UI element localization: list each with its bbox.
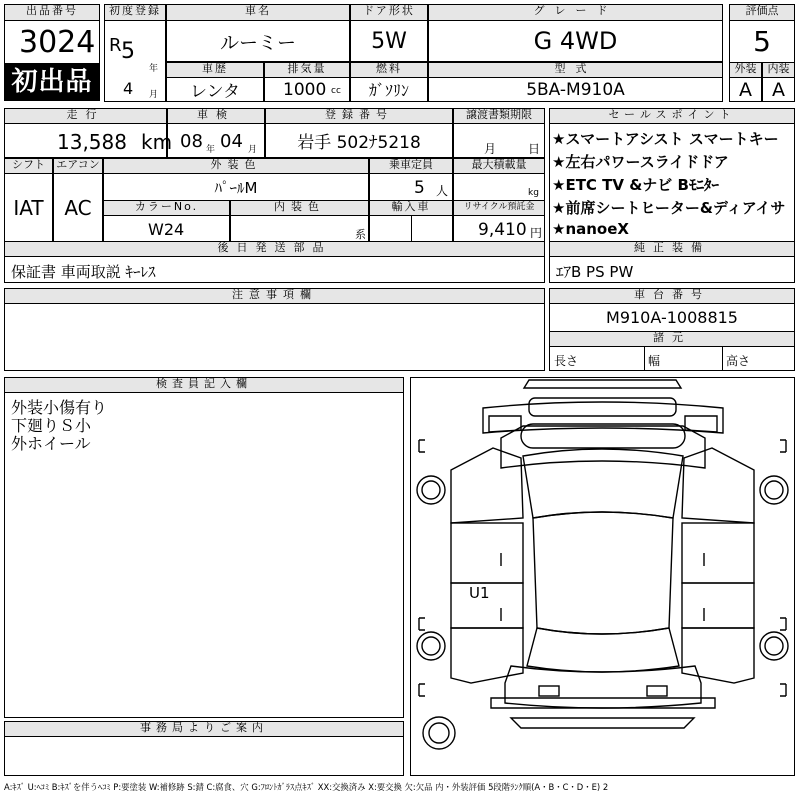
max-load-label: 最大積載量	[453, 158, 545, 174]
max-load-unit: kg	[528, 188, 539, 198]
lot-number-cell	[4, 20, 100, 64]
sales-points-box	[549, 123, 795, 242]
score: 5	[729, 20, 795, 63]
exterior-grade-label: 外装	[729, 62, 762, 78]
later-parts-cell	[4, 256, 545, 283]
later-parts-label: 後日発送部品	[4, 241, 545, 257]
transfer-deadline-cell	[453, 123, 545, 158]
interior-color-label: 内装色	[230, 200, 369, 216]
color-number-cell	[103, 215, 230, 242]
exterior-color-label: 外装色	[103, 158, 369, 174]
mileage-unit: km	[141, 130, 173, 154]
sales-point-1: ★スマートアシスト スマートキー	[552, 130, 779, 148]
import-cell	[369, 215, 453, 242]
interior-grade-label: 内装	[762, 62, 795, 78]
inspector-note-3: 外ホイール	[11, 434, 91, 453]
recycle-unit: 円	[530, 226, 543, 240]
specs-label: 諸元	[549, 331, 795, 347]
sales-point-2: ★左右パワースライドドア	[552, 153, 729, 171]
recycle-label: リサイクル預託金	[453, 200, 545, 216]
first-registration-year: 5	[121, 39, 135, 64]
mileage-label: 走行	[4, 108, 167, 124]
sales-point-4: ★前席シートヒーター&ディアイサ	[552, 199, 786, 217]
inspection-cell	[167, 123, 265, 158]
transfer-month-unit: 月	[484, 142, 497, 156]
shift: IAT	[4, 173, 53, 242]
later-parts: 保証書 車両取説 ｷｰﾚｽ	[11, 263, 156, 281]
displacement-cell	[264, 77, 350, 102]
sales-point-3: ★ETC TV &ナビ Bﾓﾆﾀｰ	[552, 176, 719, 194]
fuel-label: 燃料	[350, 62, 428, 78]
first-registration-cell	[104, 20, 166, 102]
caution-label: 注意事項欄	[4, 288, 545, 304]
max-load-cell	[453, 173, 545, 201]
capacity: 5	[414, 178, 425, 198]
office-label: 事務局よりご案内	[4, 721, 404, 737]
car-outline	[411, 378, 794, 775]
displacement-unit: cc	[331, 86, 341, 96]
car-diagram	[410, 377, 795, 776]
inspector-note-2: 下廻りＳ小	[11, 416, 92, 435]
capacity-cell	[369, 173, 453, 201]
inspector-label: 検査員記入欄	[4, 377, 404, 393]
grade: G 4WD	[428, 20, 723, 62]
office-box	[4, 736, 404, 776]
chassis-number: M910A-1008815	[549, 303, 795, 332]
score-label: 評価点	[729, 4, 795, 21]
year-unit: 年	[149, 64, 159, 74]
era-prefix: R	[109, 35, 122, 56]
width-label: 幅	[648, 354, 661, 368]
length-label: 長さ	[554, 354, 579, 368]
damage-mark-u1: U1	[469, 584, 490, 602]
lot-number-label: 出品番号	[4, 4, 100, 21]
first-listing-badge: 初出品	[4, 64, 100, 101]
fuel: ｶﾞｿﾘﾝ	[350, 77, 428, 102]
color-number: W24	[148, 220, 185, 239]
sales-points-label: セールスポイント	[549, 108, 795, 124]
inspection-label: 車検	[167, 108, 265, 124]
interior-color-unit: 系	[355, 228, 366, 241]
ac-label: エアコン	[53, 158, 103, 174]
month-unit: 月	[149, 90, 159, 100]
interior-color-cell	[230, 215, 369, 242]
transfer-deadline-label: 譲渡書類期限	[453, 108, 545, 124]
model-code: 5BA-M910A	[428, 77, 723, 102]
exterior-color: ﾊﾟｰﾙM	[103, 173, 369, 201]
history-label: 車歴	[166, 62, 264, 78]
first-registration-month: 4	[123, 79, 134, 98]
legend: A:ｷｽﾞ U:ﾍｺﾐ B:ｷｽﾞを伴うﾍｺﾐ P:要塗装 W:補修跡 S:錆 C:腐食、穴 G:ﾌﾛﾝﾄｶﾞﾗｽ点ｷｽﾞ XX:交換済み X:要交換 欠:欠品 内・外装評価 5段階ﾗﾝｸ順(A・B・C・D・E) 2	[4, 782, 609, 792]
inspection-year-unit: 年	[206, 145, 216, 155]
import-label: 輸入車	[369, 200, 453, 216]
history: レンタ	[166, 77, 264, 102]
inspection-month-unit: 月	[248, 145, 258, 155]
registration-label: 登録番号	[265, 108, 453, 124]
car-name: ルーミー	[166, 20, 350, 62]
inspector-note-1: 外装小傷有り	[11, 398, 108, 417]
equipment-cell	[549, 256, 795, 283]
shift-label: シフト	[4, 158, 53, 174]
mileage-cell	[4, 123, 173, 158]
ac: AC	[53, 173, 103, 242]
door-label: ドア形状	[350, 4, 428, 21]
first-registration-label: 初度登録	[104, 4, 166, 21]
registration-number: 岩手 502ﾅ5218	[265, 123, 453, 158]
recycle-cell	[453, 215, 545, 242]
capacity-unit: 人	[436, 184, 449, 198]
displacement: 1000	[283, 80, 327, 100]
dimensions-cell	[549, 346, 795, 371]
grade-label: グレード	[428, 4, 723, 21]
interior-grade: A	[762, 77, 795, 102]
height-label: 高さ	[726, 354, 751, 368]
displacement-label: 排気量	[264, 62, 350, 78]
equipment-label: 純正装備	[549, 241, 795, 257]
sales-point-5: ★nanoeX	[552, 220, 629, 238]
door-type: 5W	[350, 20, 428, 62]
capacity-label: 乗車定員	[369, 158, 453, 174]
transfer-day-unit: 日	[528, 142, 541, 156]
inspection-month: 04	[220, 131, 243, 152]
car-name-label: 車名	[166, 4, 350, 21]
chassis-label: 車台番号	[549, 288, 795, 304]
lot-number: 3024	[19, 25, 96, 60]
equipment: ｴｱB PS PW	[556, 263, 634, 281]
mileage: 13,588	[57, 130, 127, 154]
color-number-label: カラーNo.	[103, 200, 230, 216]
exterior-grade: A	[729, 77, 762, 102]
recycle-fee: 9,410	[478, 220, 527, 240]
inspector-box	[4, 392, 404, 718]
caution-box	[4, 303, 545, 371]
inspection-year: 08	[180, 131, 203, 152]
model-label: 型式	[428, 62, 723, 78]
